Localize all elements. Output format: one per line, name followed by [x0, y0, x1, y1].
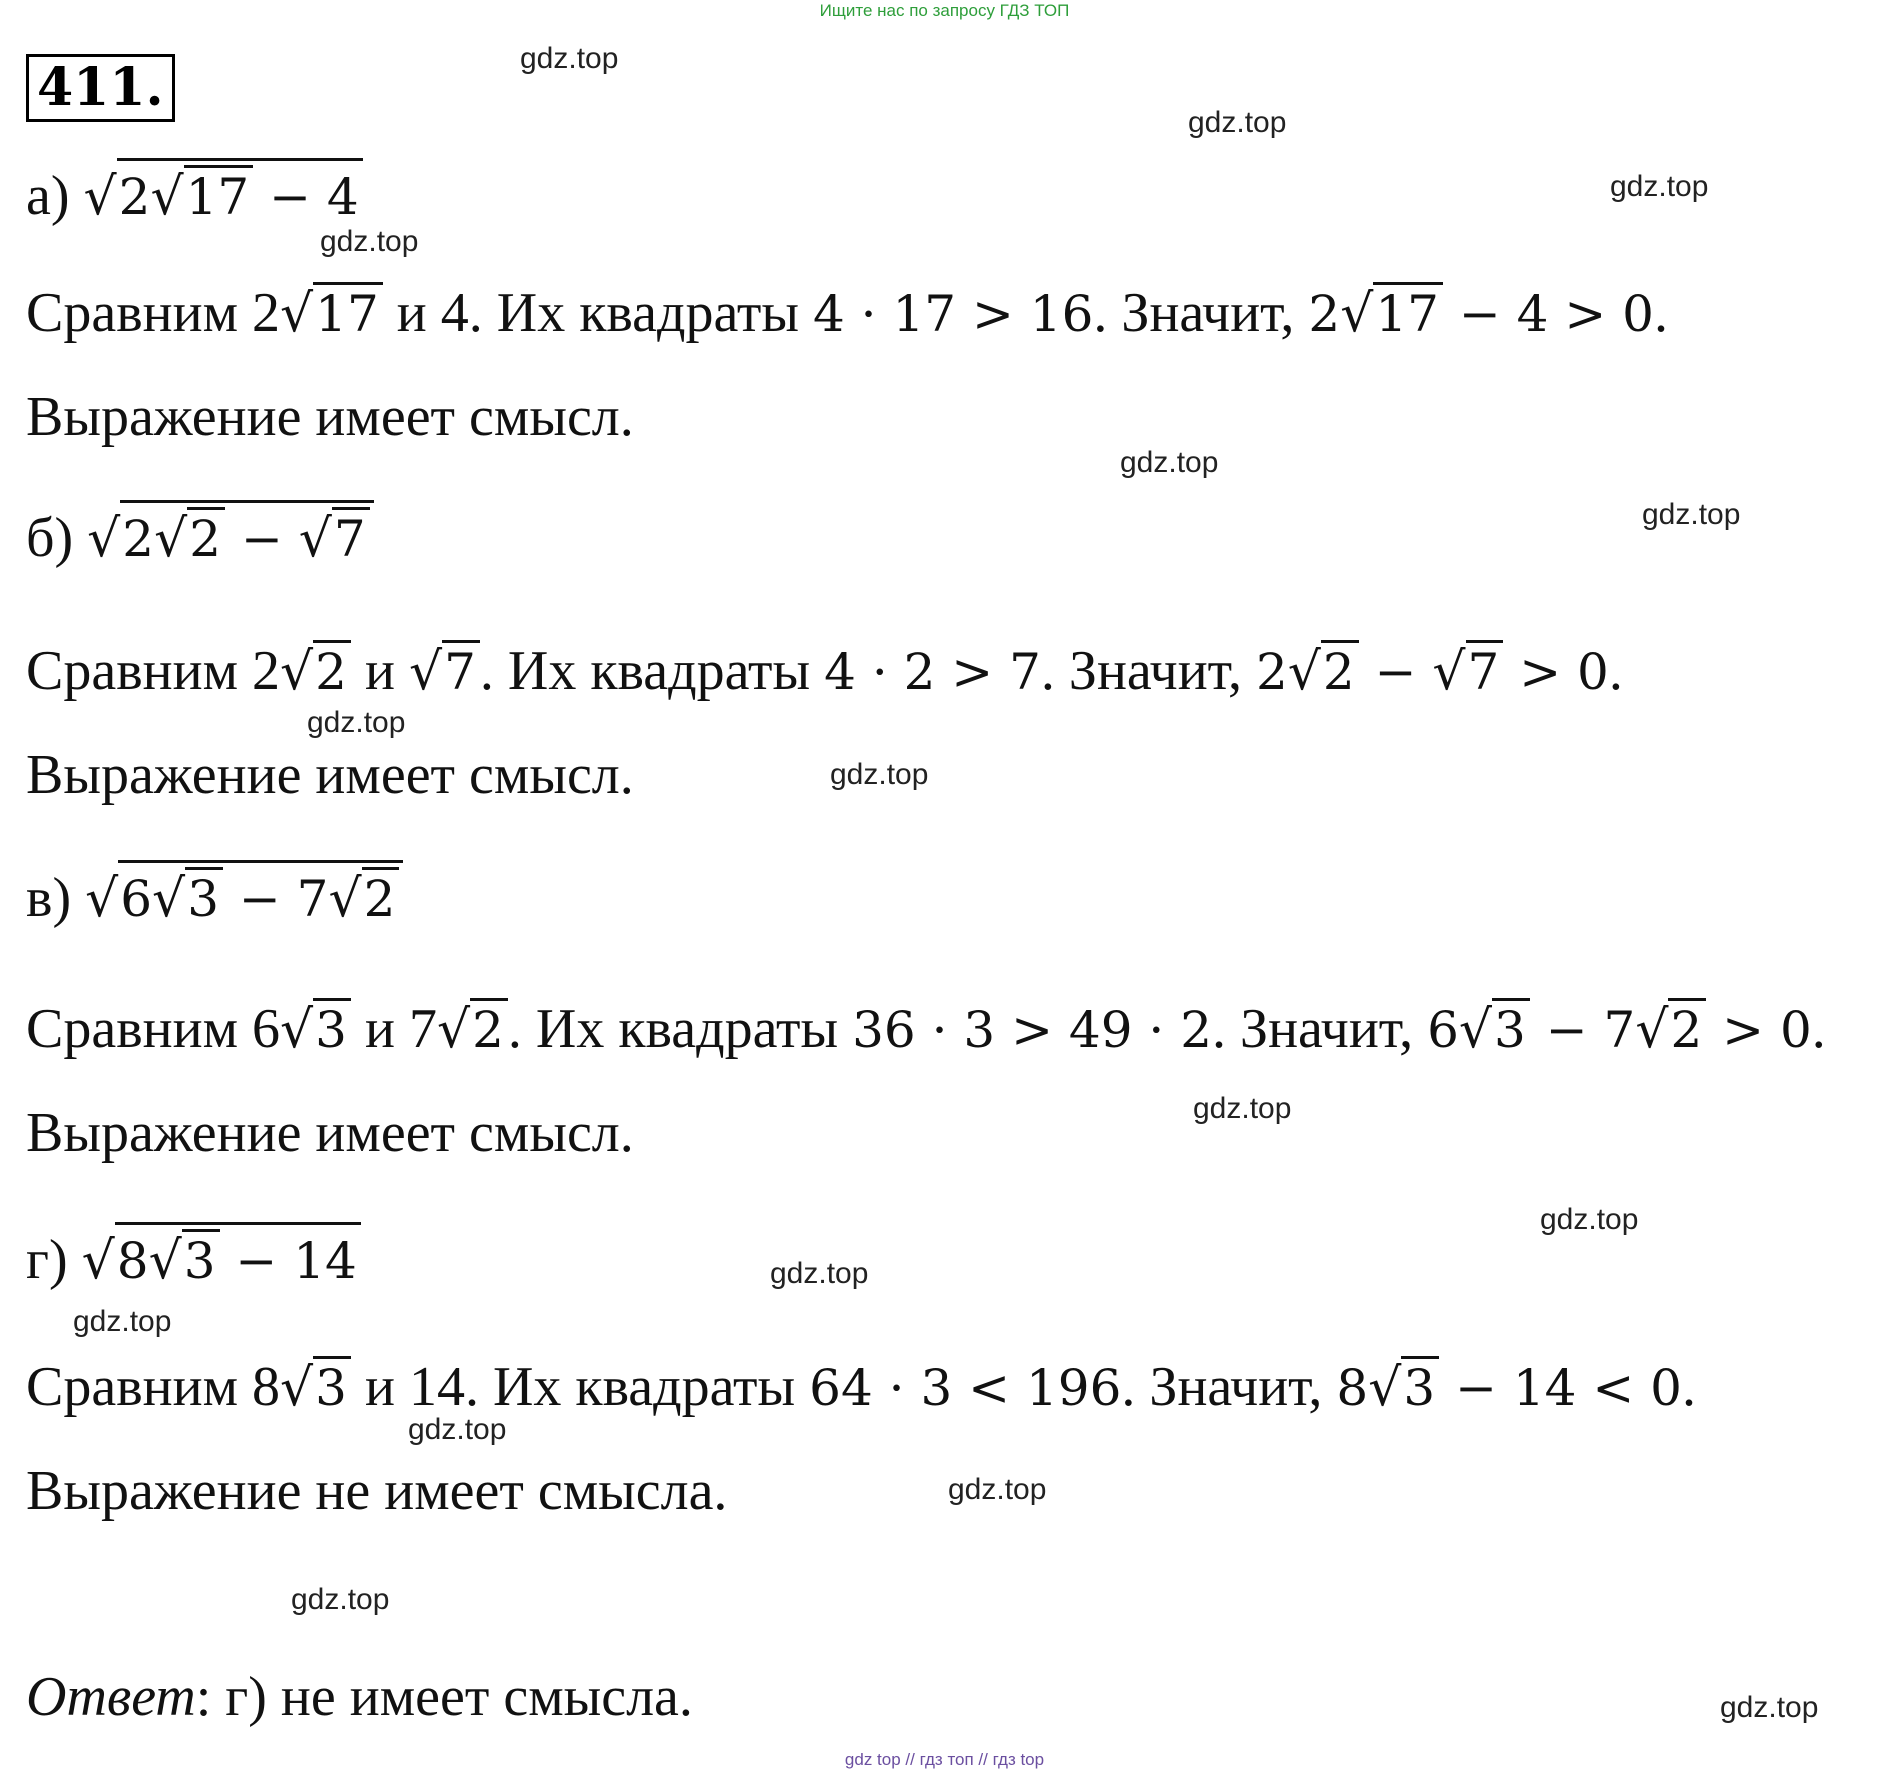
part-b-expression: б) √2√2 − √7	[26, 500, 374, 572]
part-b-comparison: Сравним 2√2 и √7. Их квадраты 4 · 2 > 7. Значит, 2√2 − √7 > 0.	[26, 640, 1623, 702]
part-d-conclusion: Выражение не имеет смысла.	[26, 1460, 728, 1522]
answer-text: : г) не имеет смысла.	[195, 1666, 693, 1728]
answer-line	[26, 1664, 693, 1730]
watermark: gdz.top	[1188, 106, 1287, 139]
watermark: gdz.top	[770, 1257, 869, 1290]
watermark: gdz.top	[1540, 1203, 1639, 1236]
part-a-expression: а) √2√17 − 4	[26, 158, 363, 230]
part-c-conclusion: Выражение имеет смысл.	[26, 1102, 634, 1164]
watermark: gdz.top	[73, 1305, 172, 1338]
part-a-conclusion: Выражение имеет смысл.	[26, 386, 634, 448]
watermark: gdz.top	[1193, 1092, 1292, 1125]
watermark: gdz.top	[1720, 1691, 1819, 1724]
watermark: gdz.top	[830, 758, 929, 791]
part-b-conclusion: Выражение имеет смысл.	[26, 744, 634, 806]
watermark: gdz.top	[1610, 170, 1709, 203]
watermark: gdz.top	[1120, 446, 1219, 479]
part-c-expression: в) √6√3 − 7√2	[26, 860, 403, 932]
part-d-expression: г) √8√3 − 14	[26, 1222, 361, 1294]
watermark: gdz.top	[320, 225, 419, 258]
search-banner: Ищите нас по запросу ГДЗ ТОП	[819, 1, 1070, 20]
watermark: gdz.top	[948, 1473, 1047, 1506]
watermark: gdz.top	[307, 706, 406, 739]
footer-links: gdz top // гдз топ // гдз top	[844, 1750, 1045, 1769]
part-c-comparison: Сравним 6√3 и 7√2. Их квадраты 36 · 3 > 49 · 2. Значит, 6√3 − 7√2 > 0.	[26, 998, 1826, 1060]
problem-number: 411.	[26, 54, 175, 122]
part-a-comparison: Сравним 2√17 и 4. Их квадраты 4 · 17 > 16. Значит, 2√17 − 4 > 0.	[26, 282, 1668, 344]
watermark: gdz.top	[291, 1583, 390, 1616]
part-d-comparison: Сравним 8√3 и 14. Их квадраты 64 · 3 < 196. Значит, 8√3 − 14 < 0.	[26, 1356, 1696, 1418]
watermark: gdz.top	[520, 42, 619, 75]
watermark: gdz.top	[408, 1413, 507, 1446]
answer-label: Ответ	[26, 1666, 196, 1728]
watermark: gdz.top	[1642, 498, 1741, 531]
